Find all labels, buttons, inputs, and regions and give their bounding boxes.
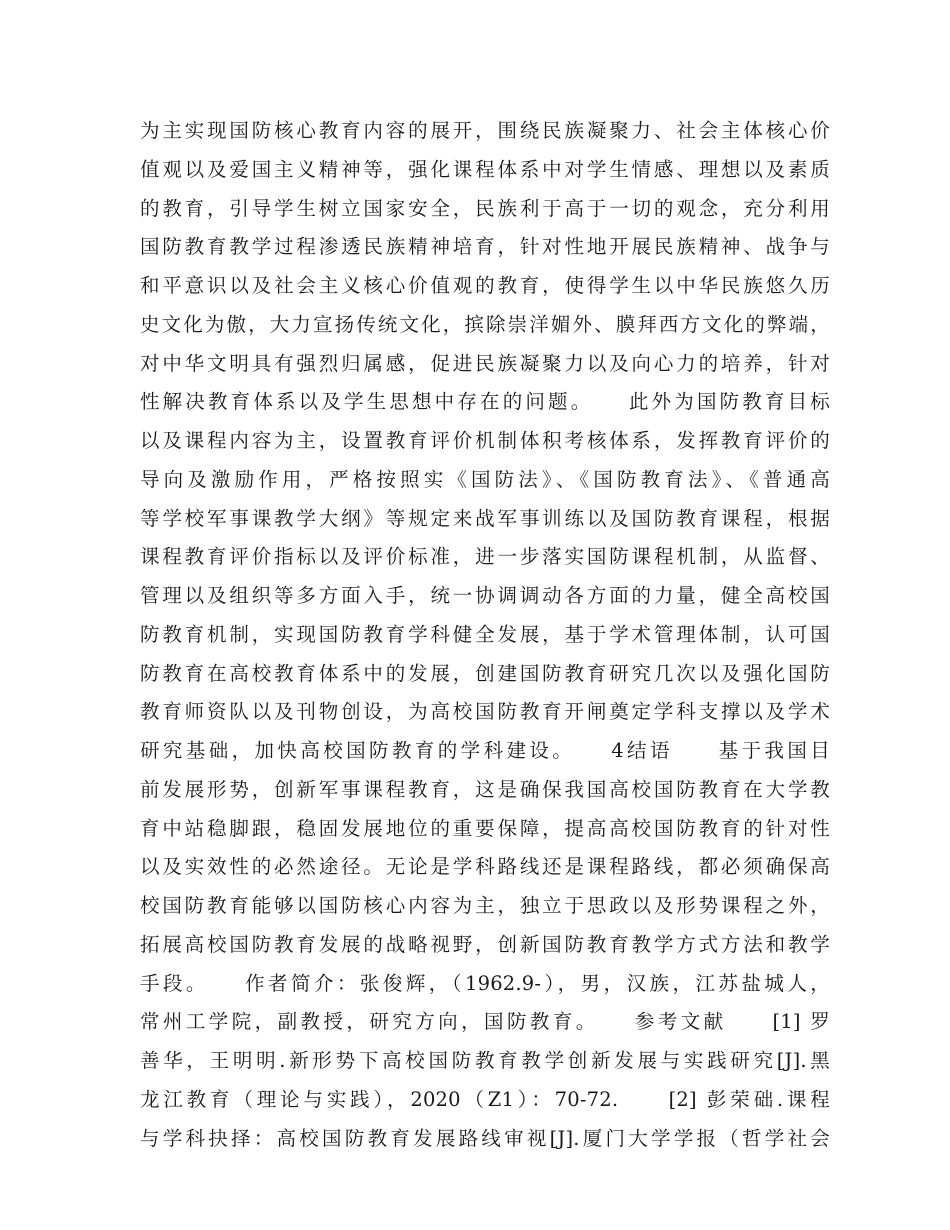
text-line: 手段。 作者简介：张俊辉，（1962.9-），男，汉族，江苏盐城人， bbox=[140, 971, 830, 995]
text-line: 国防教育教学过程渗透民族精神培育，针对性地开展民族精神、战争与 bbox=[140, 235, 830, 259]
text-line: 防教育机制，实现国防教育学科健全发展，基于学术管理体制，认可国 bbox=[140, 622, 830, 646]
text-line: 常州工学院，副教授，研究方向，国防教育。 参考文献 [1] 罗 bbox=[140, 1010, 830, 1034]
text-line: 防教育在高校教育体系中的发展，创建国防教育研究几次以及强化国防 bbox=[140, 661, 830, 685]
text-line: 值观以及爱国主义精神等，强化课程体系中对学生情感、理想以及素质 bbox=[140, 157, 830, 181]
text-line: 为主实现国防核心教育内容的展开，围绕民族凝聚力、社会主体核心价 bbox=[140, 119, 830, 142]
text-line: 育中站稳脚跟，稳固发展地位的重要保障，提高高校国防教育的针对性 bbox=[140, 816, 830, 840]
text-line: 拓展高校国防教育发展的战略视野，创新国防教育教学方式方法和教学 bbox=[140, 932, 830, 956]
text-line: 研究基础，加快高校国防教育的学科建设。 4结语 基于我国目 bbox=[140, 739, 830, 762]
text-line: 前发展形势，创新军事课程教育，这是确保我国高校国防教育在大学教 bbox=[140, 777, 830, 801]
text-line: 课程教育评价指标以及评价标准，进一步落实国防课程机制，从监督、 bbox=[140, 545, 830, 569]
body-text bbox=[140, 112, 830, 1158]
text-line: 以及课程内容为主，设置教育评价机制体积考核体系，发挥教育评价的 bbox=[140, 429, 830, 452]
text-line: 与学科抉择：高校国防教育发展路线审视[J].厦门大学学报（哲学社会 bbox=[140, 1126, 830, 1150]
text-line: 教育师资队以及刊物创设，为高校国防教育开闸奠定学科支撑以及学术 bbox=[140, 700, 830, 724]
text-line: 的教育，引导学生树立国家安全，民族利于高于一切的观念，充分利用 bbox=[140, 196, 830, 220]
text-line: 性解决教育体系以及学生思想中存在的问题。 此外为国防教育目标 bbox=[140, 390, 830, 414]
text-line: 史文化为傲，大力宣扬传统文化，摈除崇洋媚外、膜拜西方文化的弊端， bbox=[140, 312, 830, 336]
text-line: 等学校军事课教学大纲》等规定来战军事训练以及国防教育课程，根据 bbox=[140, 506, 830, 530]
text-line: 和平意识以及社会主义核心价值观的教育，使得学生以中华民族悠久历 bbox=[140, 274, 830, 297]
text-line: 善华，王明明.新形势下高校国防教育教学创新发展与实践研究[J].黑 bbox=[140, 1049, 830, 1072]
text-line: 管理以及组织等多方面入手，统一协调调动各方面的力量，健全高校国 bbox=[140, 584, 830, 607]
text-line: 校国防教育能够以国防核心内容为主，独立于思政以及形势课程之外， bbox=[140, 894, 830, 917]
text-line: 龙江教育（理论与实践），2020（Z1）：70-72. [2] 彭荣础.课程 bbox=[140, 1087, 830, 1111]
text-line: 以及实效性的必然途径。无论是学科路线还是课程路线，都必须确保高 bbox=[140, 855, 830, 879]
text-line: 对中华文明具有强烈归属感，促进民族凝聚力以及向心力的培养，针对 bbox=[140, 351, 830, 375]
text-line: 导向及激励作用，严格按照实《国防法》、《国防教育法》、《普通高 bbox=[140, 467, 830, 491]
